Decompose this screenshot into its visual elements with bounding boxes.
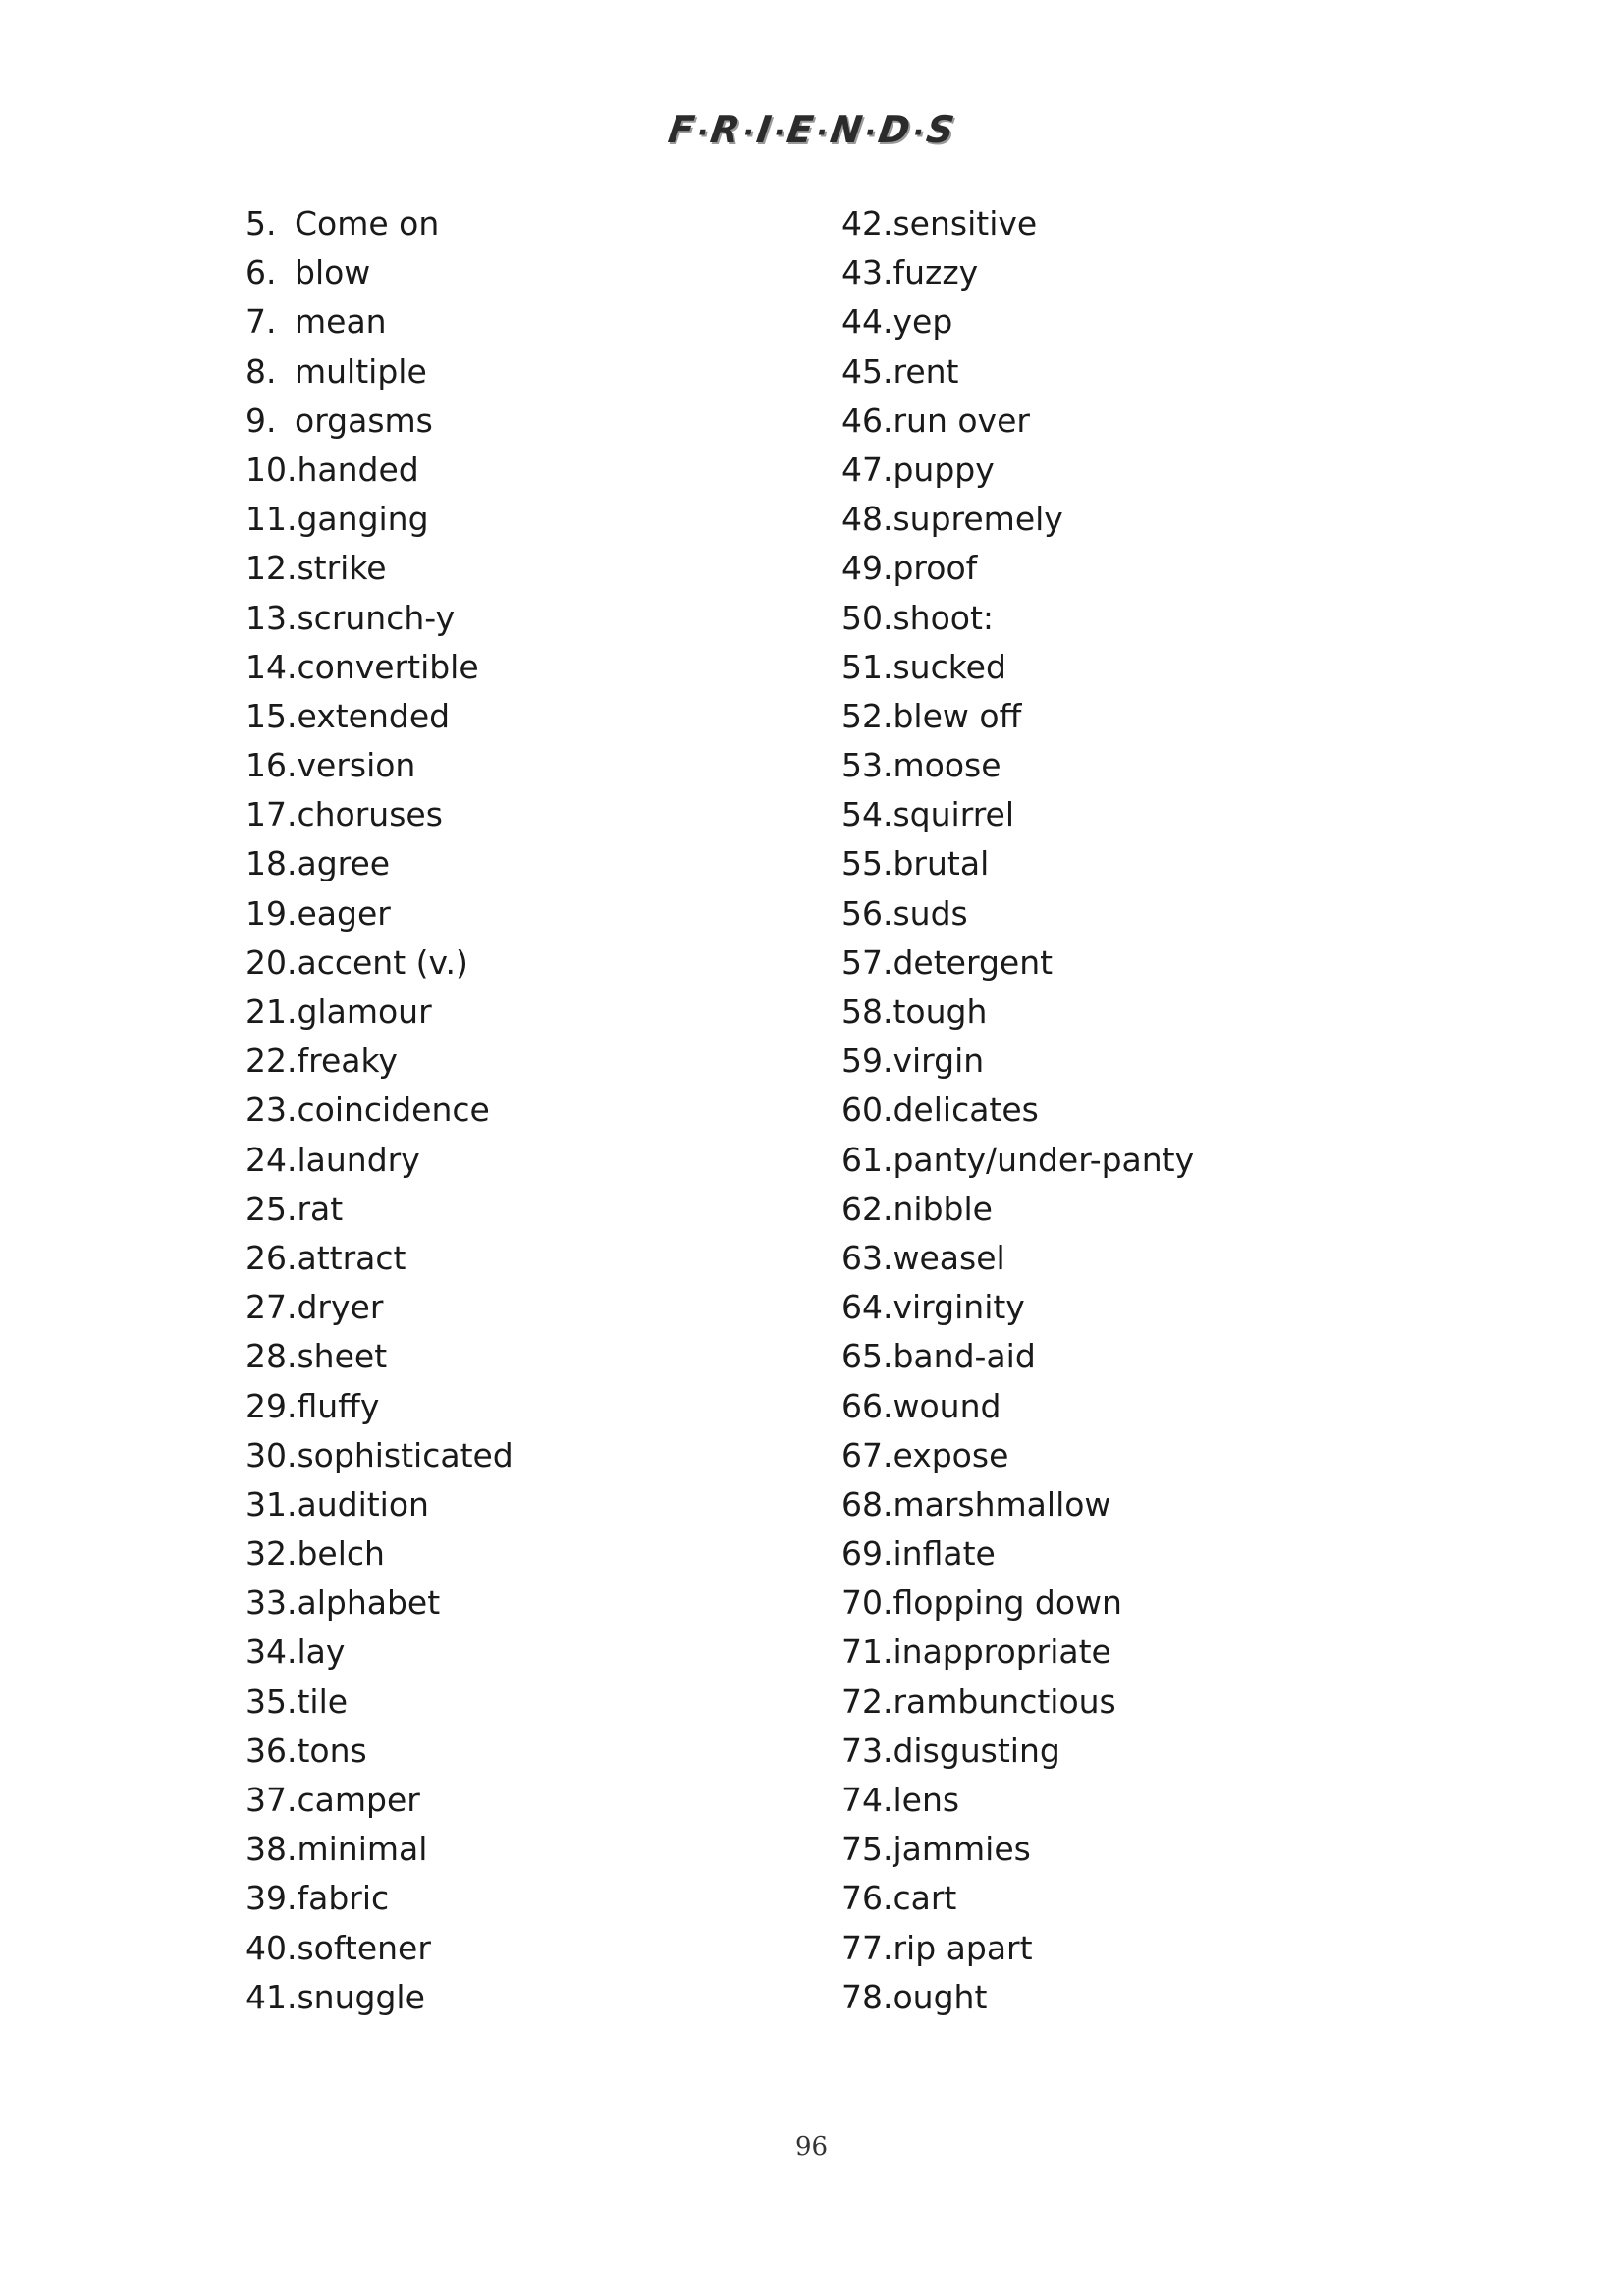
item-term: minimal (297, 1830, 428, 1869)
item-number: 29. (245, 1386, 298, 1425)
vocabulary-item (245, 1480, 795, 1529)
vocabulary-item (245, 741, 795, 790)
logo-letter: F (665, 108, 698, 151)
item-number: 78. (841, 1977, 893, 2016)
item-term: convertible (297, 647, 479, 686)
item-number: 31. (245, 1484, 298, 1523)
vocabulary-item (841, 1924, 1450, 1973)
vocabulary-item (245, 1382, 795, 1431)
item-term: rambunctious (893, 1682, 1116, 1721)
vocabulary-item (245, 1037, 795, 1086)
item-number: 44. (841, 302, 893, 342)
vocabulary-item (841, 199, 1450, 248)
item-term: strike (297, 549, 387, 588)
item-term: virgin (893, 1041, 985, 1081)
item-term: rat (297, 1189, 344, 1228)
vocabulary-item (245, 889, 795, 938)
item-term: alphabet (297, 1583, 441, 1623)
item-term: accent (v.) (297, 942, 468, 982)
item-term: lens (893, 1781, 960, 1819)
item-number: 23. (245, 1091, 298, 1130)
item-term: rent (893, 351, 959, 391)
vocabulary-item (841, 544, 1450, 593)
item-number: 74. (841, 1781, 893, 1819)
vocabulary-item (245, 1185, 795, 1234)
item-term: run over (893, 400, 1030, 440)
item-number: 25. (245, 1189, 298, 1228)
item-term: extended (297, 696, 451, 735)
vocabulary-item (245, 1234, 795, 1283)
item-term: attract (297, 1238, 406, 1277)
vocabulary-item (841, 1776, 1450, 1825)
item-number: 69. (841, 1534, 893, 1574)
vocabulary-item (841, 248, 1450, 297)
item-term: Come on (295, 204, 440, 242)
item-number: 5. (245, 204, 277, 242)
item-term: belch (297, 1534, 385, 1574)
item-term: softener (297, 1928, 431, 1967)
item-number: 37. (245, 1781, 298, 1819)
item-number: 72. (841, 1682, 893, 1721)
vocabulary-item (841, 1973, 1450, 2022)
vocabulary-item (841, 1185, 1450, 1234)
item-number: 15. (245, 696, 298, 735)
vocabulary-item (841, 347, 1450, 397)
vocabulary-item (841, 1332, 1450, 1381)
item-number: 67. (841, 1435, 893, 1474)
vocabulary-item (841, 1037, 1450, 1086)
item-term: inflate (893, 1534, 996, 1574)
item-number: 16. (245, 746, 298, 785)
item-term: inappropriate (893, 1632, 1111, 1672)
vocabulary-item (841, 1086, 1450, 1135)
logo-letter: E (784, 108, 818, 151)
item-number: 50. (841, 598, 893, 637)
item-term: coincidence (297, 1091, 490, 1130)
item-term: marshmallow (893, 1484, 1111, 1523)
item-term: tons (297, 1731, 367, 1770)
item-term: virginity (893, 1288, 1025, 1327)
vocabulary-item (245, 839, 795, 888)
vocabulary-item (841, 594, 1450, 643)
vocabulary-item (841, 839, 1450, 888)
vocabulary-item (841, 692, 1450, 741)
item-term: sophisticated (297, 1435, 514, 1474)
vocabulary-item (245, 1332, 795, 1381)
item-number: 35. (245, 1682, 298, 1721)
item-number: 39. (245, 1879, 298, 1918)
vocabulary-item (841, 988, 1450, 1037)
vocabulary-item (841, 495, 1450, 544)
item-number: 55. (841, 844, 893, 883)
item-term: mean (295, 302, 387, 342)
item-term: lay (297, 1632, 346, 1672)
vocabulary-item (841, 1678, 1450, 1727)
vocabulary-item (841, 1628, 1450, 1677)
vocabulary-item (245, 1529, 795, 1578)
item-term: disgusting (893, 1731, 1060, 1770)
item-term: weasel (893, 1238, 1005, 1277)
item-term: squirrel (893, 795, 1015, 834)
item-number: 73. (841, 1731, 893, 1770)
vocabulary-item (245, 1973, 795, 2022)
vocabulary-item (841, 1234, 1450, 1283)
item-term: nibble (893, 1189, 993, 1228)
item-term: band-aid (893, 1337, 1036, 1376)
item-number: 59. (841, 1041, 893, 1081)
item-term: blew off (893, 696, 1022, 735)
item-number: 52. (841, 696, 893, 735)
item-term: sucked (893, 647, 1006, 686)
item-number: 42. (841, 204, 893, 242)
vocabulary-item (841, 446, 1450, 495)
item-number: 7. (245, 302, 277, 342)
vocabulary-item (245, 692, 795, 741)
item-term: sheet (297, 1337, 388, 1376)
item-term: brutal (893, 844, 990, 883)
item-number: 26. (245, 1238, 298, 1277)
item-number: 61. (841, 1140, 893, 1179)
item-number: 22. (245, 1041, 298, 1081)
item-term: delicates (893, 1091, 1039, 1130)
vocabulary-item (245, 1578, 795, 1628)
item-number: 43. (841, 253, 893, 293)
vocabulary-item (841, 1431, 1450, 1480)
item-number: 30. (245, 1435, 298, 1474)
item-term: freaky (297, 1041, 398, 1081)
vocabulary-item (245, 594, 795, 643)
item-number: 71. (841, 1632, 893, 1672)
item-number: 75. (841, 1830, 893, 1869)
item-term: expose (893, 1435, 1009, 1474)
item-number: 40. (245, 1928, 298, 1967)
item-number: 41. (245, 1977, 298, 2016)
vocabulary-item (841, 1480, 1450, 1529)
vocabulary-item (245, 988, 795, 1037)
item-number: 63. (841, 1238, 893, 1277)
item-number: 17. (245, 795, 298, 834)
item-number: 20. (245, 942, 298, 982)
item-term: fuzzy (893, 253, 979, 293)
item-number: 38. (245, 1830, 298, 1869)
item-number: 58. (841, 992, 893, 1031)
item-number: 57. (841, 942, 893, 982)
item-term: detergent (893, 942, 1054, 982)
item-number: 66. (841, 1386, 893, 1425)
item-number: 13. (245, 598, 298, 637)
item-number: 76. (841, 1879, 893, 1918)
item-number: 12. (245, 549, 298, 588)
vocabulary-item (245, 1825, 795, 1874)
item-number: 77. (841, 1928, 893, 1967)
friends-logo: F·R·I·E·N·D·S (665, 108, 958, 151)
item-term: ought (893, 1977, 988, 2016)
vocabulary-item (841, 1727, 1450, 1776)
vocabulary-item (841, 889, 1450, 938)
logo-letter: N (827, 108, 866, 151)
item-number: 45. (841, 351, 893, 391)
item-term: rip apart (893, 1928, 1033, 1967)
vocabulary-item (245, 1874, 795, 1923)
item-number: 33. (245, 1583, 298, 1623)
vocabulary-item (245, 495, 795, 544)
item-number: 65. (841, 1337, 893, 1376)
item-term: suds (893, 893, 968, 933)
logo-letter: I (753, 108, 776, 151)
vocabulary-item (245, 199, 795, 248)
item-term: supremely (893, 500, 1063, 539)
logo-letter: D (875, 108, 914, 151)
vocabulary-item (841, 1382, 1450, 1431)
item-term: snuggle (297, 1977, 425, 2016)
vocabulary-item (245, 347, 795, 397)
item-term: proof (893, 549, 978, 588)
item-number: 10. (245, 450, 298, 489)
vocabulary-item (245, 1628, 795, 1677)
item-term: panty/under-panty (893, 1140, 1195, 1179)
item-term: eager (297, 893, 391, 933)
vocabulary-item (841, 938, 1450, 988)
item-term: dryer (297, 1288, 384, 1327)
item-number: 70. (841, 1583, 893, 1623)
item-number: 14. (245, 647, 298, 686)
item-number: 53. (841, 746, 893, 785)
item-term: multiple (295, 351, 427, 391)
item-term: moose (893, 746, 1001, 785)
vocabulary-item (245, 544, 795, 593)
item-term: handed (297, 450, 419, 489)
vocabulary-item (841, 1578, 1450, 1628)
vocabulary-item (245, 1283, 795, 1332)
vocabulary-item (245, 297, 795, 347)
vocabulary-item (841, 1825, 1450, 1874)
vocabulary-item (841, 297, 1450, 347)
item-term: tile (297, 1682, 349, 1721)
item-number: 11. (245, 500, 298, 539)
vocabulary-item (841, 741, 1450, 790)
item-number: 68. (841, 1484, 893, 1523)
item-term: fabric (297, 1879, 390, 1918)
item-number: 36. (245, 1731, 298, 1770)
item-number: 54. (841, 795, 893, 834)
vocabulary-item (245, 1727, 795, 1776)
item-term: jammies (893, 1830, 1031, 1869)
item-term: audition (297, 1484, 429, 1523)
item-number: 47. (841, 450, 893, 489)
vocabulary-item (841, 790, 1450, 839)
item-term: blow (295, 253, 371, 293)
item-term: agree (297, 844, 391, 883)
vocabulary-item (245, 1431, 795, 1480)
vocabulary-item (841, 1136, 1450, 1185)
item-term: version (297, 746, 416, 785)
item-term: choruses (297, 795, 443, 834)
item-term: flopping down (893, 1583, 1122, 1623)
item-number: 18. (245, 844, 298, 883)
item-term: glamour (297, 992, 432, 1031)
item-number: 64. (841, 1288, 893, 1327)
vocabulary-item (245, 1136, 795, 1185)
item-term: camper (297, 1781, 420, 1819)
vocabulary-item (841, 1529, 1450, 1578)
vocabulary-item (245, 938, 795, 988)
vocabulary-item (245, 446, 795, 495)
item-number: 21. (245, 992, 298, 1031)
item-number: 62. (841, 1189, 893, 1228)
vocabulary-item (841, 397, 1450, 446)
item-number: 32. (245, 1534, 298, 1574)
item-term: wound (893, 1386, 1001, 1425)
vocabulary-item (245, 1924, 795, 1973)
logo-letter: S (923, 108, 958, 151)
vocabulary-item (245, 790, 795, 839)
item-number: 8. (245, 351, 277, 391)
item-number: 48. (841, 500, 893, 539)
vocabulary-item (841, 1874, 1450, 1923)
vocabulary-item (245, 643, 795, 692)
vocabulary-item (245, 248, 795, 297)
item-term: cart (893, 1879, 957, 1918)
item-term: ganging (297, 500, 429, 539)
item-number: 56. (841, 893, 893, 933)
vocabulary-item (245, 1776, 795, 1825)
page-number: 96 (794, 2132, 829, 2162)
item-number: 49. (841, 549, 893, 588)
item-term: fluffy (297, 1386, 380, 1425)
item-number: 19. (245, 893, 298, 933)
item-term: orgasms (295, 400, 433, 440)
item-number: 34. (245, 1632, 298, 1672)
item-number: 60. (841, 1091, 893, 1130)
item-term: tough (893, 992, 988, 1031)
vocabulary-item (245, 1086, 795, 1135)
item-number: 24. (245, 1140, 298, 1179)
item-number: 46. (841, 400, 893, 440)
vocabulary-item (245, 1678, 795, 1727)
vocabulary-item (245, 397, 795, 446)
item-number: 27. (245, 1288, 298, 1327)
vocabulary-list-left (245, 199, 795, 2022)
item-term: puppy (893, 450, 995, 489)
logo-letter: R (708, 108, 744, 151)
item-number: 28. (245, 1337, 298, 1376)
item-number: 9. (245, 400, 277, 440)
item-number: 6. (245, 253, 277, 293)
vocabulary-item (841, 1283, 1450, 1332)
item-term: yep (893, 302, 953, 342)
item-number: 51. (841, 647, 893, 686)
item-term: sensitive (893, 204, 1038, 242)
item-term: shoot: (893, 598, 995, 637)
vocabulary-list-right (841, 199, 1450, 2022)
vocabulary-item (841, 643, 1450, 692)
item-term: scrunch-y (297, 598, 456, 637)
item-term: laundry (297, 1140, 420, 1179)
